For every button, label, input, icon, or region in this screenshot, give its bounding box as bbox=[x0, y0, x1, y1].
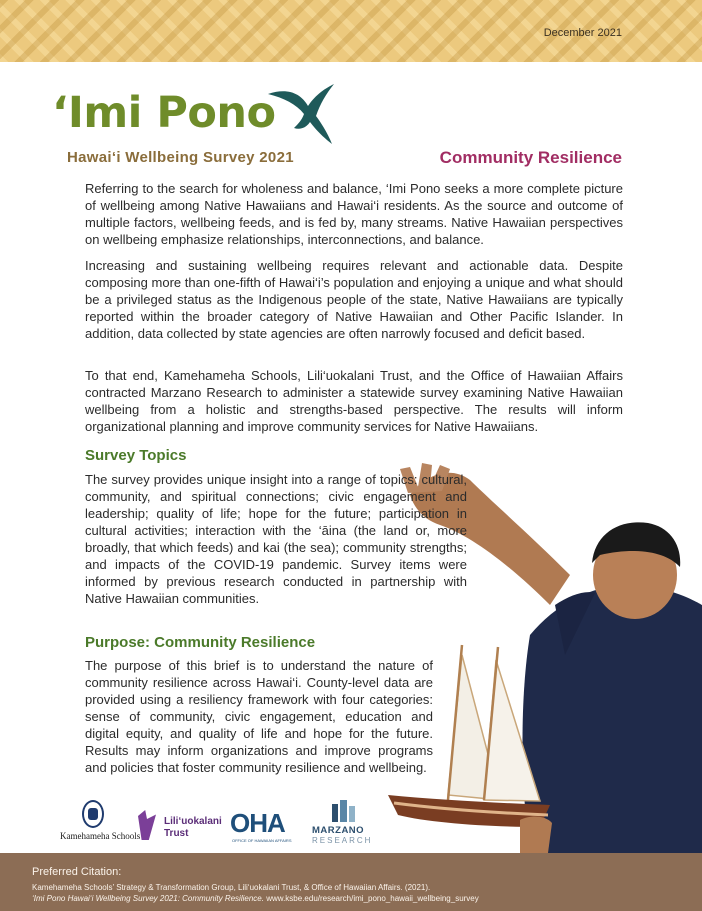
seal-icon bbox=[82, 800, 104, 828]
citation-footer bbox=[0, 853, 702, 911]
citation-url[interactable]: www.ksbe.edu/research/imi_pono_hawaii_wellbeing_survey bbox=[266, 894, 479, 903]
marzano-research-logo: MARZANO RESEARCH bbox=[312, 800, 382, 848]
oha-logo: OHA OFFICE OF HAWAIIAN AFFAIRS bbox=[230, 808, 292, 843]
intro-paragraph: Referring to the search for wholeness and balance, ‘Imi Pono seeks a more complete picture of wellbeing among Native Hawaiians and Hawai‘i residents. As the source and outcome of multiple factors, wellbeing feeds, and is fed by, many streams. Native Hawaiian perspectives on wellbeing emphasize relationships, interconnections, and balance. bbox=[85, 181, 623, 247]
citation-line bbox=[32, 894, 479, 903]
brief-topic: Community Resilience bbox=[439, 148, 622, 167]
citation-line: Kamehameha Schools’ Strategy & Transformation Group, Lili‘uokalani Trust, & Office of Hawaiian Affairs. (2021). bbox=[32, 883, 431, 892]
purpose-heading: Purpose: Community Resilience bbox=[85, 634, 316, 651]
intro-paragraph: To that end, Kamehameha Schools, Lili‘uokalani Trust, and the Office of Hawaiian Affairs contracted Marzano Research to administer a statewide survey examining Native Hawaiian wellbeing from a holistic and strengths-based perspective. The results will inform organizational planning and improve community services for Native Hawaiians. bbox=[85, 368, 623, 434]
header-banner bbox=[0, 0, 702, 62]
survey-topics-text: The survey provides unique insight into a range of topics: cultural, community, and spiritual connections; civic engagement and leadership; quality of life; hope for the future; participation in cultural activities; interaction with the ‘āina (the land or, more broadly, that which feeds) and kai (the sea); community strengths; and impacts of the COVID-19 pandemic. Survey items were informed by previous research conducted in partnership with Native Hawaiian communities. bbox=[85, 472, 467, 606]
survey-topics-heading: Survey Topics bbox=[85, 447, 187, 464]
crown-icon bbox=[138, 810, 156, 840]
publication-date: December 2021 bbox=[543, 27, 622, 39]
intro-paragraph: Increasing and sustaining wellbeing requires relevant and actionable data. Despite composing more than one-fifth of Hawai‘i’s population and enjoying a unique and what should be a privileged status as the Indigenous people of the state, Native Hawaiians are typically reported within the broader category of Native Hawaiian and Other Pacific Islander. In addition, data collected by state agencies are often narrowly focused and deficit based. bbox=[85, 258, 623, 341]
purpose-text: The purpose of this brief is to understand the nature of community resilience across Hawai‘i. County-level data are provided using a resiliency framework with four categories: sense of community, civic engagement, education and digital equity, and quality of life and hope for the future. Results may inform organizations and improve programs and policies that foster community resilience and wellbeing. bbox=[85, 658, 433, 775]
kamehameha-schools-logo: Kamehameha Schools bbox=[60, 800, 128, 848]
partner-logos bbox=[60, 800, 390, 848]
report-title: ‘Imi Pono bbox=[52, 88, 276, 138]
building-icon bbox=[332, 800, 356, 822]
report-subtitle: Hawai‘i Wellbeing Survey 2021 bbox=[67, 149, 294, 166]
citation-title: ‘Imi Pono Hawai‘i Wellbeing Survey 2021: Community Resilience. bbox=[32, 894, 264, 903]
frigatebird-icon bbox=[266, 80, 336, 146]
citation-label: Preferred Citation: bbox=[32, 866, 122, 878]
liliuokalani-trust-logo: Lili‘uokalani Trust bbox=[138, 800, 220, 848]
